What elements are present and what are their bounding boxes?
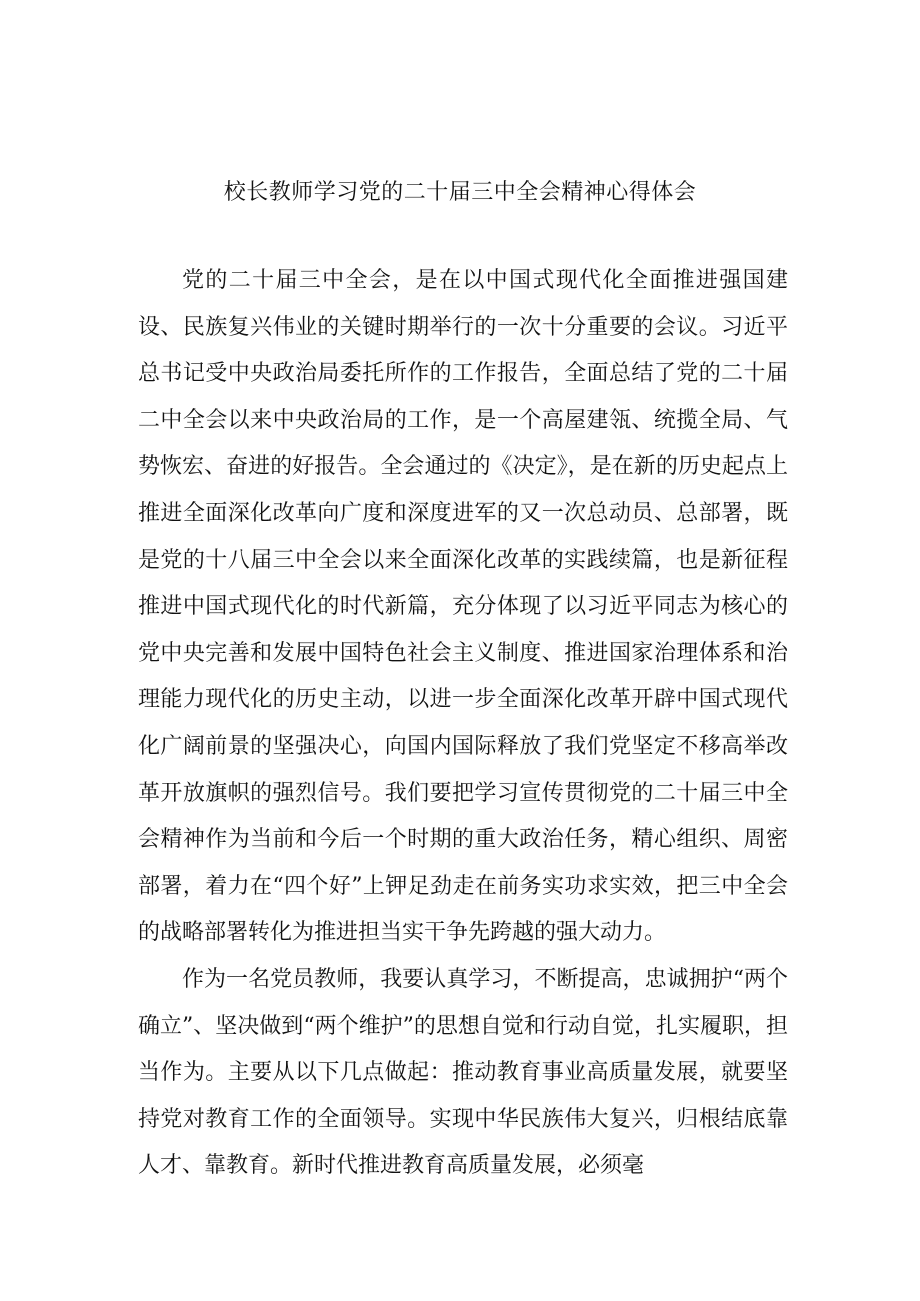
document-body bbox=[138, 258, 788, 1190]
paragraph-1: 党的二十届三中全会，是在以中国式现代化全面推进强国建设、民族复兴伟业的关键时期举行的一次十分重要的会议。习近平总书记受中央政治局委托所作的工作报告，全面总结了党的二十届二中全会以来中央政治局的工作，是一个高屋建瓴、统揽全局、气势恢宏、奋进的好报告。全会通过的《决定》，是在新的历史起点上推进全面深化改革向广度和深度进军的又一次总动员、总部署，既是党的十八届三中全会以来全面深化改革的实践续篇，也是新征程推进中国式现代化的时代新篇，充分体现了以习近平同志为核心的党中央完善和发展中国特色社会主义制度、推进国家治理体系和治理能力现代化的历史主动，以进一步全面深化改革开辟中国式现代化广阔前景的坚强决心，向国内国际释放了我们党坚定不移高举改革开放旗帜的强烈信号。我们要把学习宣传贯彻党的二十届三中全会精神作为当前和今后一个时期的重大政治任务，精心组织、周密部署，着力在“四个好”上钾足劲走在前务实功求实效，把三中全会的战略部署转化为推进担当实干争先跨越的强大动力。 bbox=[138, 268, 788, 946]
document-title: 校长教师学习党的二十届三中全会精神心得体会 bbox=[223, 180, 697, 205]
paragraph-2: 作为一名党员教师，我要认真学习，不断提高，忠诚拥护“两个确立”、坚决做到“两个维护”的思想自觉和行动自觉，扎实履职，担当作为。主要从以下几点做起：推动教育事业高质量发展，就要坚持党对教育工作的全面领导。实现中华民族伟大复兴，归根结底靠人才、靠教育。新时代推进教育高质量发展，必须毫 bbox=[138, 966, 788, 1179]
